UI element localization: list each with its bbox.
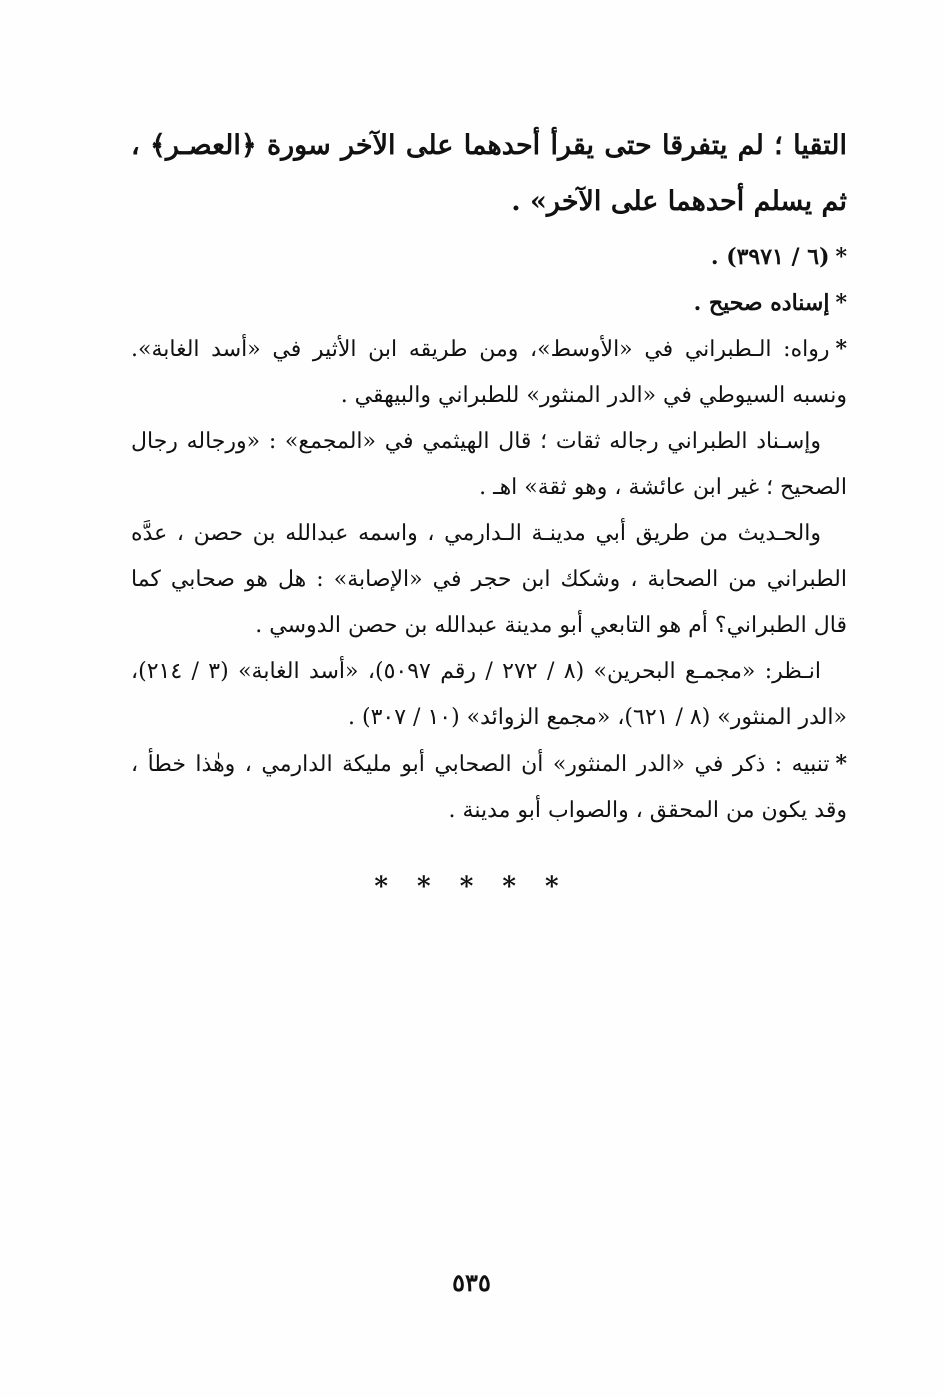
page-number: ٥٣٥	[452, 1268, 491, 1297]
page-text-block	[131, 118, 847, 834]
see-also-paragraph: انـظر: «مجمـع البحرين» (٨ / ٢٧٢ / رقم ٥٠٩٧)، «أسد الغابة» (٣ / ٢١٤)، «الدر المنثور» (٨ / ٦٢١)، «مجمع الزوائد» (١٠ / ٣٠٧) .	[131, 659, 847, 730]
section-separator: * * * * *	[374, 872, 569, 902]
narration-text: رواه: الـطبراني في «الأوسط»، ومن طريقه ابن الأثير في «أسد الغابة». ونسبه السيوطي في «الدر المنثور» للطبراني والبيهقي .	[131, 337, 847, 408]
star-marker: *	[835, 244, 847, 270]
reference-text: (٦ / ٣٩٧١) .	[710, 244, 830, 270]
hadith-text: التقيا ؛ لم يتفرقا حتى يقرأ أحدهما على الآخر سورة ﴿العصـر﴾ ، ثم يسلم أحدهما على الآخر» .	[131, 130, 847, 217]
note-text: تنبيه : ذكر في «الدر المنثور» أن الصحابي أبو مليكة الدارمي ، وهٰذا خطأ ، وقد يكون من المحقق ، والصواب أبو مدينة .	[131, 752, 847, 823]
narration-paragraph	[131, 326, 847, 419]
isnad-comment-paragraph: وإسـناد الطبراني رجاله ثقات ؛ قال الهيثمي في «المجمع» : «ورجاله رجال الصحيح ؛ غير ابن عائشة ، وهو ثقة» اهـ .	[131, 429, 847, 500]
star-marker: *	[835, 336, 847, 362]
isnad-grade-text: إسناده صحيح .	[693, 290, 830, 316]
note-paragraph	[131, 741, 847, 834]
reference-line	[131, 234, 847, 280]
star-marker: *	[835, 751, 847, 777]
hadith-discussion-paragraph: والحـديث من طريق أبي مدينـة الـدارمي ، واسمه عبدالله بن حصن ، عدَّه الطبراني من الصحابة ، وشكك ابن حجر في «الإصابة» : هل هو صحابي كما قال الطبراني؟ أم هو التابعي أبو مدينة عبدالله بن حصن الدوسي .	[131, 521, 847, 638]
isnad-grade-line	[131, 280, 847, 326]
star-marker: *	[835, 290, 847, 316]
